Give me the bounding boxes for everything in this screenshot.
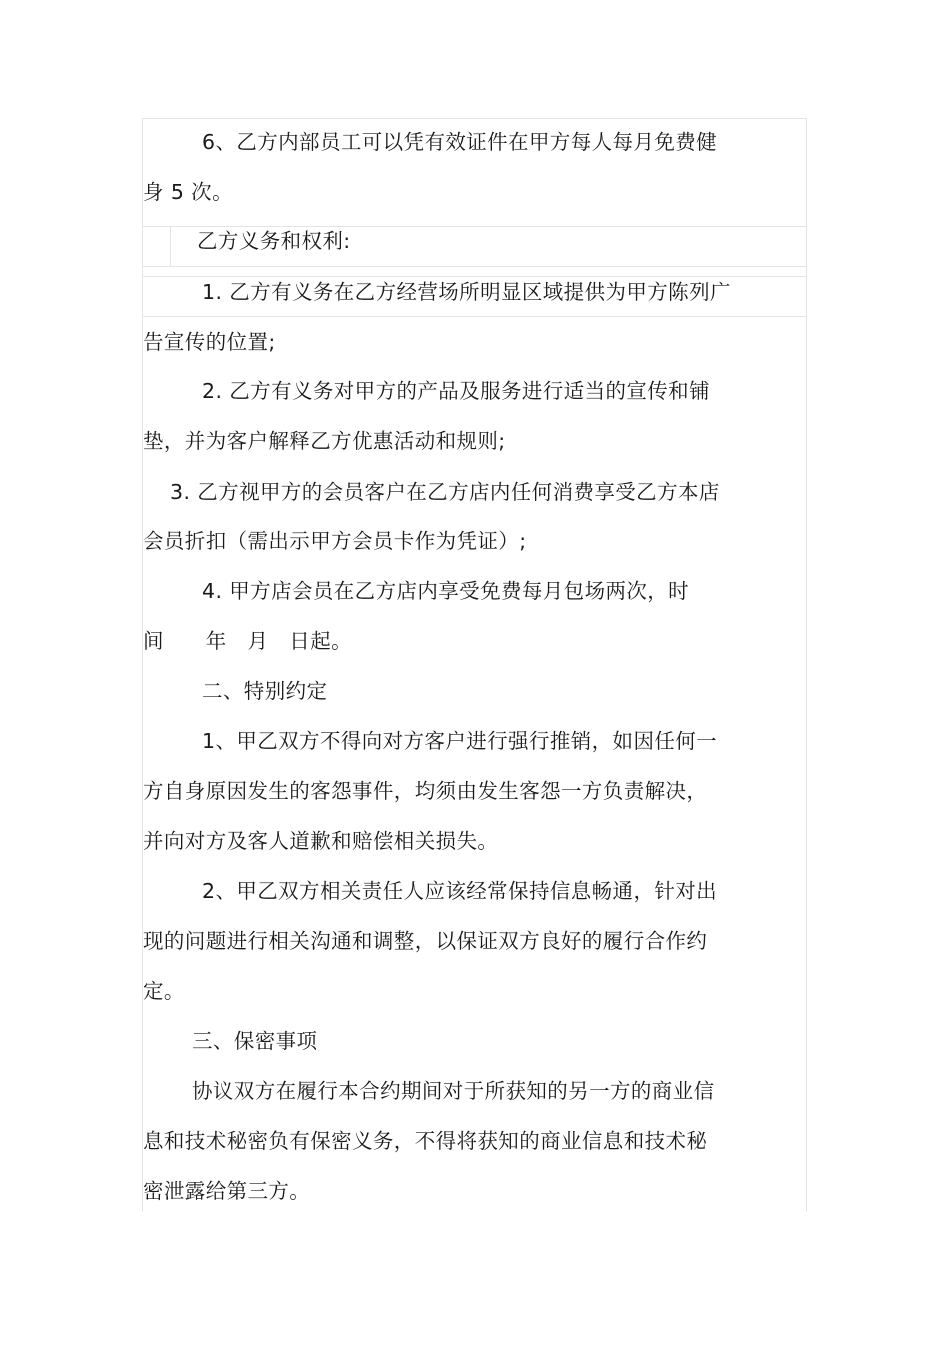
- confidentiality-line-3: 密泄露给第三方。: [143, 1179, 311, 1203]
- party-b-item-1-line-2: 告宣传的位置;: [143, 330, 276, 354]
- confidentiality-line-2: 息和技术秘密负有保密义务，不得将获知的商业信息和技术秘: [143, 1129, 708, 1153]
- special-item-1-line-3: 并向对方及客人道歉和赔偿相关损失。: [143, 829, 499, 853]
- special-item-2-line-2: 现的问题进行相关沟通和调整，以保证双方良好的履行合作约: [143, 929, 708, 953]
- table-border-left: [142, 118, 143, 1212]
- party-b-item-4-line-1: 4. 甲方店会员在乙方店内享受免费每月包场两次，时: [202, 579, 690, 603]
- section-confidentiality-heading: 三、保密事项: [192, 1029, 318, 1053]
- special-item-1-line-2: 方自身原因发生的客怨事件，均须由发生客怨一方负责解决，: [143, 779, 708, 803]
- table-border-row-4: [142, 316, 807, 317]
- special-item-1-line-1: 1、甲乙双方不得向对方客户进行强行推销，如因任何一: [202, 729, 718, 753]
- table-border-right: [806, 118, 807, 1212]
- party-b-item-4-line-2: 间 年 月 日起。: [143, 629, 352, 653]
- clause-6-line-2: 身 5 次。: [143, 180, 233, 204]
- special-item-2-line-3: 定。: [143, 979, 185, 1003]
- section-party-b-heading: 乙方义务和权利:: [197, 229, 351, 253]
- party-b-item-2-line-2: 垫，并为客户解释乙方优惠活动和规则;: [143, 429, 506, 453]
- party-b-item-2-line-1: 2. 乙方有义务对甲方的产品及服务进行适当的宣传和铺: [202, 379, 710, 403]
- special-item-2-line-1: 2、甲乙双方相关责任人应该经常保持信息畅通，针对出: [202, 879, 718, 903]
- party-b-item-3-line-2: 会员折扣（需出示甲方会员卡作为凭证）;: [143, 529, 527, 553]
- table-border-top: [142, 118, 807, 119]
- table-border-inner-left: [170, 226, 171, 266]
- party-b-item-1-line-1: 1. 乙方有义务在乙方经营场所明显区域提供为甲方陈列广: [202, 280, 731, 304]
- section-special-terms-heading: 二、特别约定: [202, 679, 328, 703]
- party-b-item-3-line-1: 3. 乙方视甲方的会员客户在乙方店内任何消费享受乙方本店: [170, 480, 720, 504]
- table-border-row-2: [142, 266, 807, 267]
- clause-6-line-1: 6、乙方内部员工可以凭有效证件在甲方每人每月免费健: [202, 130, 718, 154]
- confidentiality-line-1: 协议双方在履行本合约期间对于所获知的另一方的商业信: [192, 1079, 715, 1103]
